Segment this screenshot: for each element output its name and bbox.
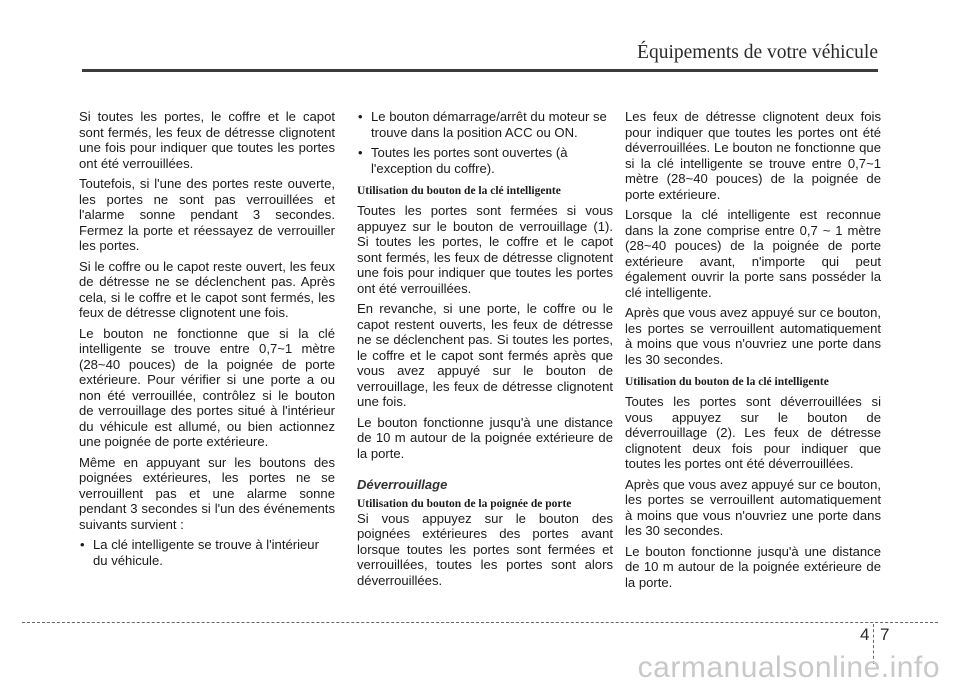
- paragraph: Le bouton ne fonctionne que si la clé intelligente se trouve entre 0,7~1 mètre (28~40 pouces) de la poignée de porte extérieure. Pour vérifier si une porte a ou non été verrouillée, contrôlez si le bouton de verrouillage des portes situé à l'intérieur du véhicule est allumé, ou bien actionnez une poignée de porte extérieure.: [79, 325, 335, 449]
- paragraph: Même en appuyant sur les boutons des poignées extérieures, les portes ne se verrouillent pas et une alarme sonne pendant 3 secondes si l'un des événements suivants survient :: [79, 454, 335, 532]
- page-index: 7: [880, 625, 890, 644]
- subheading: Utilisation du bouton de la poignée de porte: [357, 497, 572, 510]
- column-2: [357, 109, 613, 593]
- paragraph: Après que vous avez appuyé sur ce bouton, les portes se verrouillent automatiquement à moins que vous n'ouvriez une porte dans les 30 secondes.: [625, 305, 881, 367]
- paragraph: Toutefois, si l'une des portes reste ouverte, les portes ne sont pas verrouillées et l'alarme sonne pendant 3 secondes. Fermez la porte et réessayez de verrouiller les portes.: [79, 176, 335, 253]
- paragraph: Après que vous avez appuyé sur ce bouton, les portes se verrouillent automatiquement à moins que vous n'ouvriez une porte dans les 30 secondes.: [625, 476, 881, 538]
- column-1: [79, 109, 335, 573]
- footer-divider: [22, 622, 938, 623]
- paragraph: Le bouton fonctionne jusqu'à une distance de 10 m autour de la poignée extérieure de la porte.: [357, 414, 613, 461]
- bullet-item: • La clé intelligente se trouve à l'intérieur du véhicule.: [79, 537, 335, 568]
- paragraph: Si vous appuyez sur le bouton des poignées extérieures des portes avant lorsque toutes les portes sont fermées et verrouillées, toutes les portes sont alors déverrouillées.: [357, 510, 613, 588]
- watermark: carmanualsonline.info: [637, 651, 940, 684]
- paragraph: Si le coffre ou le capot reste ouvert, les feux de détresse ne se déclenchent pas. Après cela, si le coffre et le capot sont fermés, les feux de détresse clignotent une fois.: [79, 258, 335, 320]
- paragraph: Si toutes les portes, le coffre et le capot sont fermés, les feux de détresse clignotent une fois pour indiquer que toutes les portes ont été verrouillées.: [79, 109, 335, 171]
- section-title: Équipements de votre véhicule: [637, 42, 878, 63]
- section-heading: Déverrouillage: [357, 477, 448, 492]
- paragraph: Le bouton fonctionne jusqu'à une distance de 10 m autour de la poignée extérieure de la porte.: [625, 543, 881, 590]
- paragraph: Toutes les portes sont déverrouillées si vous appuyez sur le bouton de déverrouillage (2). Les feux de détresse clignotent deux fois pour indiquer que toutes les portes ont été déverrouillées.: [625, 394, 881, 471]
- subheading: Utilisation du bouton de la clé intelligente: [625, 376, 829, 388]
- paragraph: Les feux de détresse clignotent deux fois pour indiquer que toutes les portes ont été déverrouillées. Le bouton ne fonctionne que si la clé intelligente se trouve entre 0,7~1 mètre (28~40 pouces) de la poignée de porte extérieure.: [625, 109, 881, 202]
- bullet-item: • Le bouton démarrage/arrêt du moteur se trouve dans la position ACC ou ON.: [357, 109, 613, 140]
- paragraph: En revanche, si une porte, le coffre ou le capot restent ouverts, les feux de détresse ne se déclenchent pas. Si toutes les portes, le coffre et le capot sont fermés après que vous avez appuyé sur le bouton de verrouillage, les feux de détresse clignotent une fois.: [357, 301, 613, 409]
- column-3: [625, 109, 881, 595]
- paragraph: Toutes les portes sont fermées si vous appuyez sur le bouton de verrouillage (1). Si toutes les portes, le coffre et le capot sont fermés, les feux de détresse clignotent une fois pour indiquer que toutes les portes ont été verrouillées.: [357, 203, 613, 296]
- header-divider: [82, 69, 878, 72]
- bullet-item: • Toutes les portes sont ouvertes (à l'exception du coffre).: [357, 145, 613, 176]
- chapter-number: 4: [860, 625, 870, 644]
- paragraph: Lorsque la clé intelligente est reconnue dans la zone comprise entre 0,7 ~ 1 mètre (28~40 pouces) de la poignée de porte extérieure avant, n'importe qui peut également ouvrir la porte sans posséder la clé intelligente.: [625, 207, 881, 300]
- subheading: Utilisation du bouton de la clé intelligente: [357, 185, 561, 197]
